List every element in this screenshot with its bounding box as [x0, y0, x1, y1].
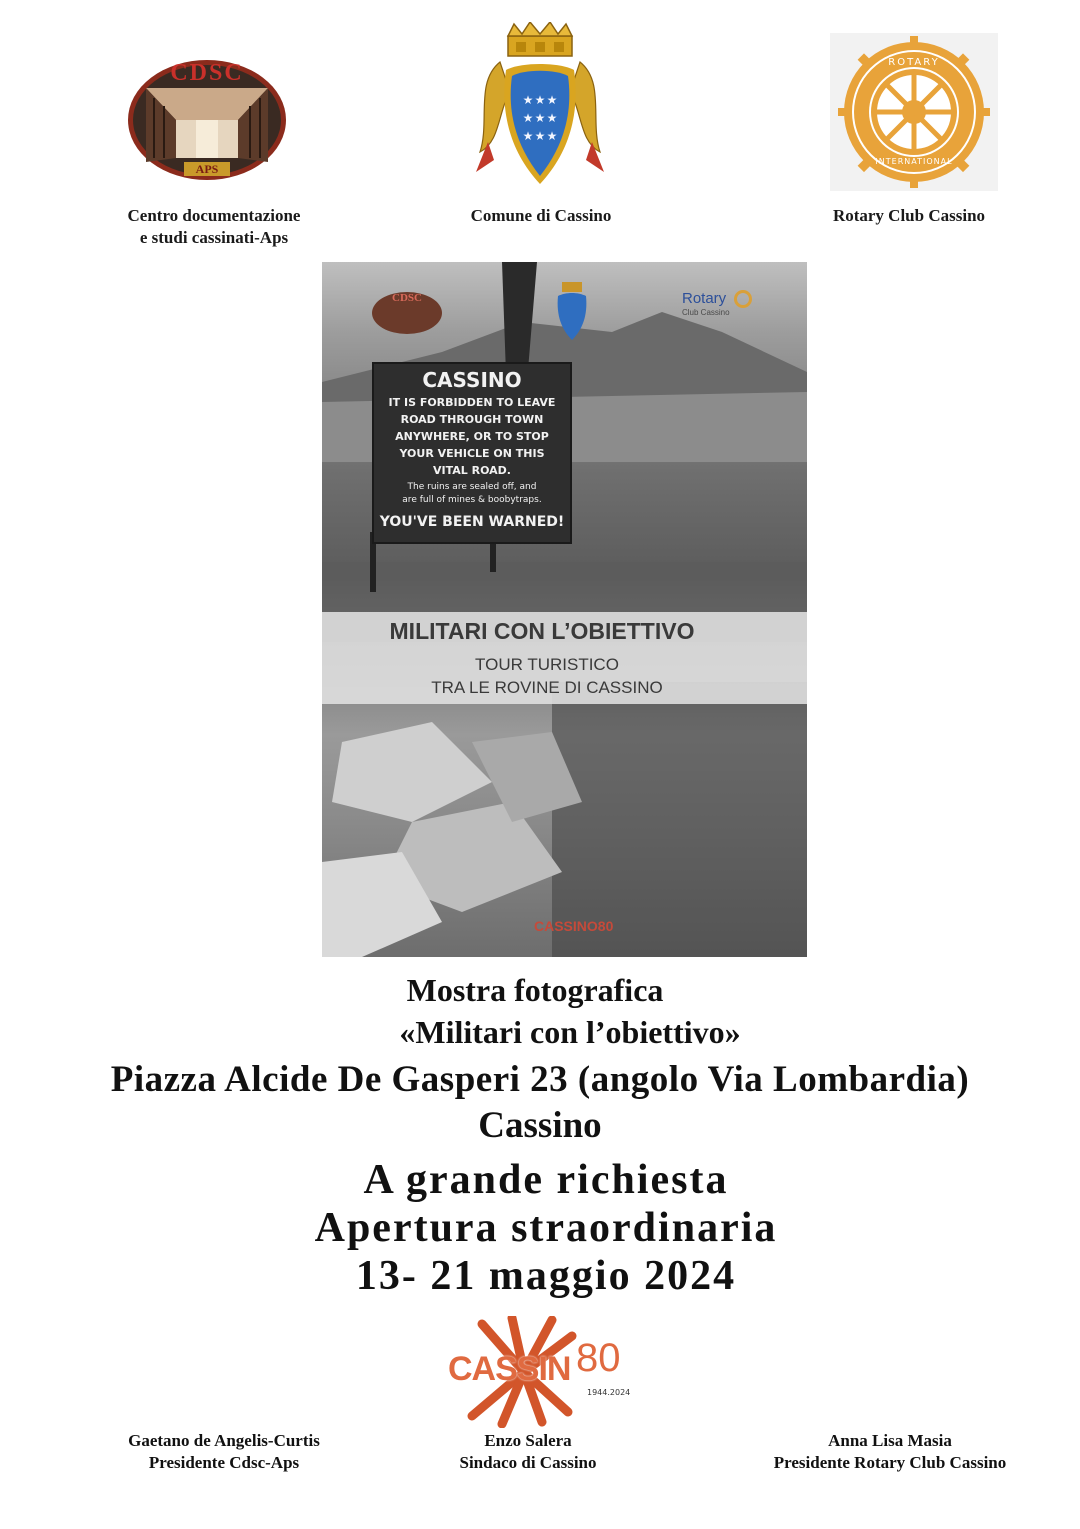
org-caption-comune: Comune di Cassino — [470, 206, 612, 225]
sign-line4: YOUR VEHICLE ON THIS — [399, 447, 545, 460]
sign-line5: VITAL ROAD. — [433, 464, 511, 477]
svg-text:★: ★ — [534, 129, 546, 143]
sign-line1: IT IS FORBIDDEN TO LEAVE — [388, 396, 556, 409]
rotary-logo-icon — [830, 33, 998, 191]
poster-subtitle-1: TOUR TURISTICO — [475, 655, 619, 674]
sign-line8: YOU'VE BEEN WARNED! — [379, 514, 565, 530]
poster-warning-sign — [372, 362, 572, 544]
signatory-cdsc-role: Presidente Cdsc-Aps — [148, 1453, 300, 1472]
poster-rotary-subtext: Club Cassino — [682, 308, 730, 318]
cassino80-years: 1944.2024 — [587, 1388, 631, 1397]
event-dates: 13- 21 maggio 2024 — [355, 1253, 737, 1299]
org-caption-cdsc-line1: Centro documentazione — [127, 206, 301, 225]
org-caption-rotary: Rotary Club Cassino — [832, 206, 986, 225]
svg-text:★: ★ — [546, 129, 558, 143]
svg-text:★: ★ — [534, 93, 546, 107]
event-title: «Militari con l’obiettivo» — [399, 1014, 741, 1050]
cdsc-logo — [126, 58, 288, 182]
event-line1: Mostra fotografica — [406, 972, 664, 1008]
signatory-cdsc-name: Gaetano de Angelis-Curtis — [128, 1431, 320, 1450]
cdsc-logo-text: CDSC — [170, 60, 244, 86]
svg-text:★: ★ — [534, 111, 546, 125]
event-address: Piazza Alcide De Gasperi 23 (angolo Via Lombardia) — [110, 1059, 970, 1100]
org-caption-cdsc — [100, 205, 328, 249]
poster-title-banner — [322, 612, 807, 704]
signatory-rotary-role: Presidente Rotary Club Cassino — [773, 1453, 1007, 1472]
cassino80-number: 80 — [576, 1336, 621, 1380]
event-headline-2: Apertura straordinaria — [314, 1205, 778, 1251]
poster-rotary-text: Rotary — [682, 290, 727, 307]
svg-text:★: ★ — [522, 93, 534, 107]
cassino80-word: CASSIN — [448, 1350, 571, 1388]
svg-text:★: ★ — [546, 111, 558, 125]
sign-line3: ANYWHERE, OR TO STOP — [395, 430, 549, 443]
signatory-rotary-name: Anna Lisa Masia — [828, 1431, 952, 1450]
event-headline-1: A grande richiesta — [363, 1157, 729, 1203]
signatory-rotary — [750, 1430, 1030, 1474]
sign-line6: The ruins are sealed off, and — [407, 482, 537, 492]
poster-rotary-wheel-icon — [734, 290, 752, 308]
cdsc-logo-subtext: APS — [195, 162, 219, 176]
rotary-ring-bottom: INTERNATIONAL — [875, 157, 953, 166]
signatory-sindaco-role: Sindaco di Cassino — [459, 1453, 597, 1472]
sign-line2: ROAD THROUGH TOWN — [400, 413, 544, 426]
sign-title: CASSINO — [422, 368, 522, 392]
poster-cassino80-logo: CASSINO80 — [534, 918, 614, 934]
signatory-sindaco-name: Enzo Salera — [484, 1431, 572, 1450]
signatory-sindaco — [420, 1430, 636, 1474]
comune-cassino-crest-icon — [470, 22, 610, 187]
poster-cdsc-logo-text: CDSC — [392, 292, 422, 304]
poster-title: MILITARI CON L’OBIETTIVO — [389, 618, 695, 644]
event-city: Cassino — [478, 1105, 602, 1146]
signatory-cdsc — [100, 1430, 348, 1474]
org-caption-cdsc-line2: e studi cassinati-Aps — [139, 228, 289, 247]
cassino80-logo — [442, 1316, 652, 1428]
sign-line7: are full of mines & boobytraps. — [402, 495, 542, 505]
exhibition-poster — [322, 262, 807, 957]
poster-subtitle-2: TRA LE ROVINE DI CASSINO — [431, 678, 663, 697]
svg-text:★: ★ — [546, 93, 558, 107]
poster-crest-icon — [554, 282, 590, 342]
poster-rotary-logo — [682, 290, 752, 317]
rotary-ring-top: ROTARY — [888, 57, 940, 68]
svg-text:★: ★ — [522, 111, 534, 125]
svg-text:★: ★ — [522, 129, 534, 143]
